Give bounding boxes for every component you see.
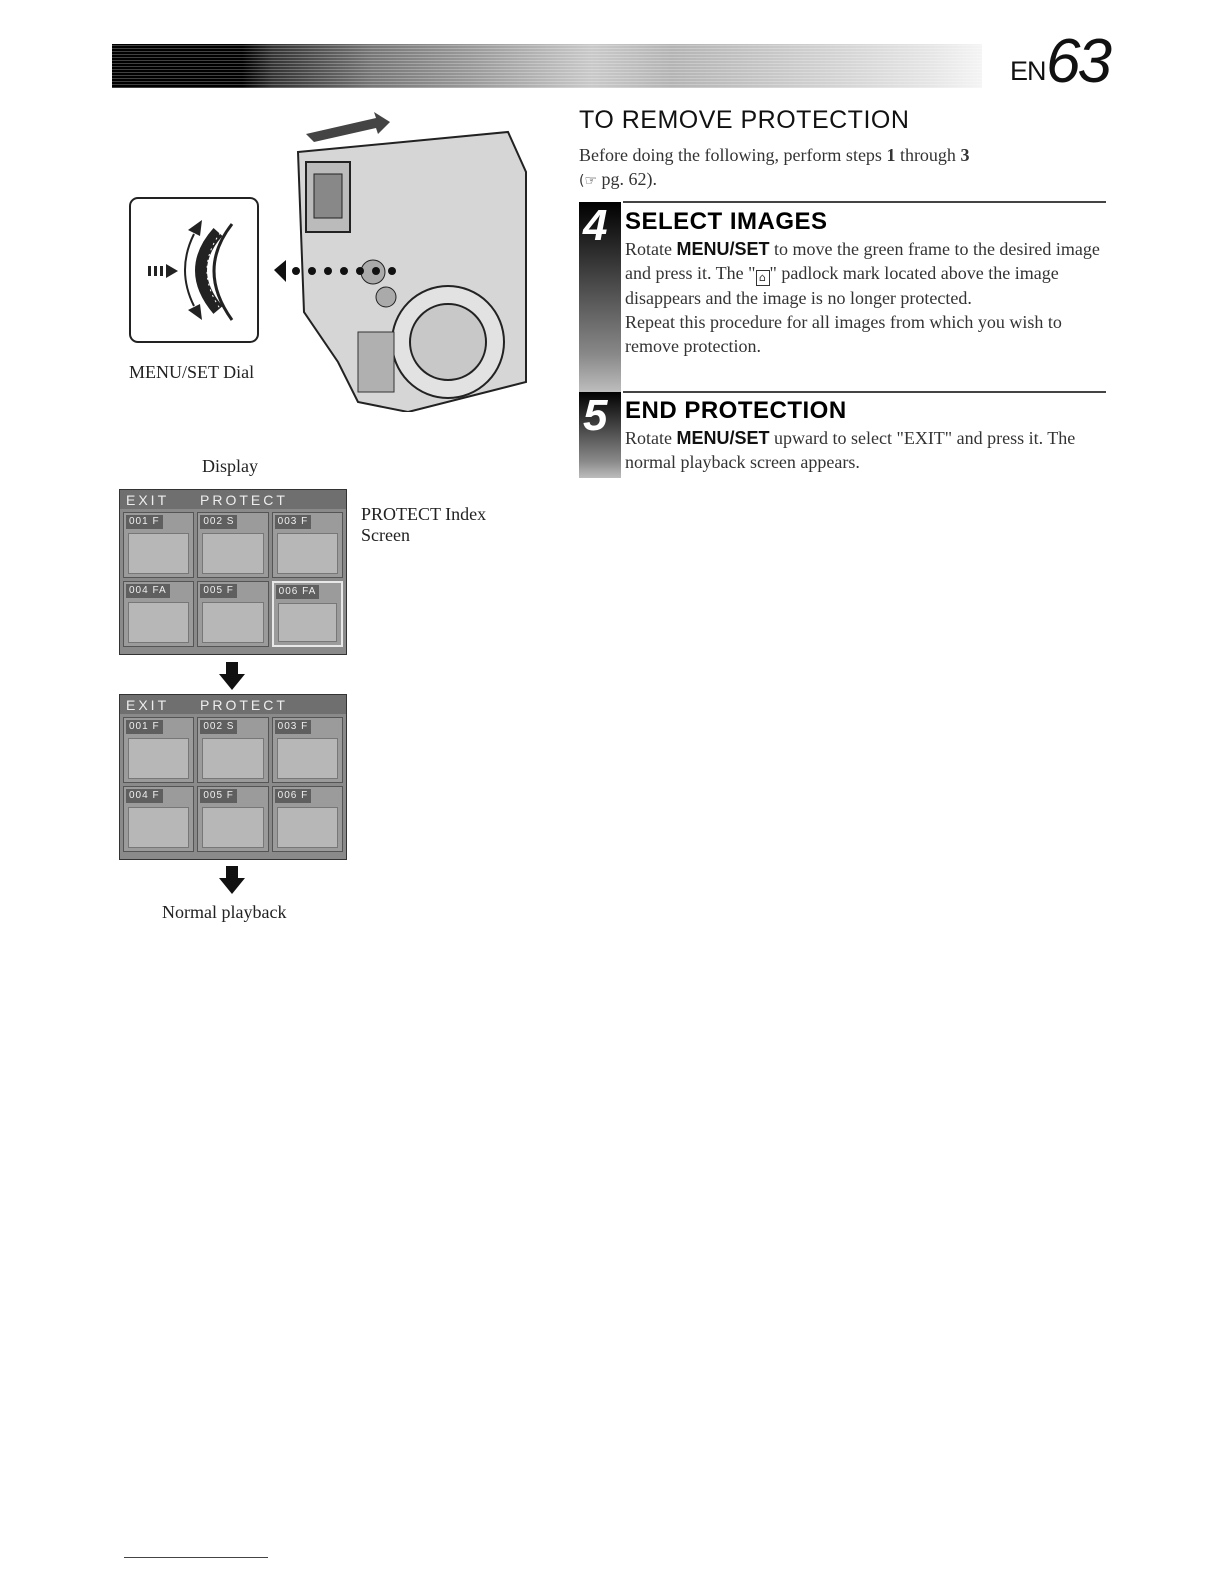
thumbnail-tag: 006 F <box>275 789 312 803</box>
thumbnail-tag: 004 FA <box>126 584 170 598</box>
thumbnail <box>272 512 343 578</box>
step-number: 5 <box>583 391 608 440</box>
screen-title-label: PROTECT <box>200 491 288 508</box>
down-arrow-icon <box>219 662 245 690</box>
thumbnail-image <box>202 807 263 848</box>
protect-index-caption <box>361 504 511 546</box>
page-number: 63 <box>1046 27 1109 96</box>
step-body <box>625 237 1105 358</box>
screen-menu-bar <box>120 695 346 714</box>
thumbnail-image <box>202 533 263 574</box>
thumbnail <box>123 717 194 783</box>
step-heading: SELECT IMAGES <box>625 208 828 235</box>
thumbnail-tag: 005 F <box>200 789 237 803</box>
thumbnail-tag: 001 F <box>126 515 163 529</box>
thumbnail-image <box>202 602 263 643</box>
step-text: Rotate <box>625 239 677 259</box>
thumbnail-image <box>128 533 189 574</box>
padlock-icon: ⌂ <box>756 270 770 286</box>
thumbnail-tag: 002 S <box>200 515 237 529</box>
thumbnail-image <box>278 603 337 642</box>
direction-arrow-icon <box>306 112 390 142</box>
thumbnail-image <box>128 738 189 779</box>
thumbnail <box>123 512 194 578</box>
step-number: 4 <box>583 201 608 250</box>
screen-title-label: PROTECT <box>200 696 288 713</box>
protect-index-screen-after <box>119 694 347 860</box>
thumbnail <box>272 717 343 783</box>
screen-exit-label: EXIT <box>126 491 170 508</box>
thumbnail-tag: 003 F <box>275 720 312 734</box>
divider <box>623 391 1106 393</box>
thumbnail-tag: 002 S <box>200 720 237 734</box>
thumbnail-tag: 006 FA <box>276 585 320 599</box>
thumbnail-tag: 004 F <box>126 789 163 803</box>
screen-exit-label: EXIT <box>126 696 170 713</box>
divider <box>623 201 1106 203</box>
thumbnail-tag: 005 F <box>200 584 237 598</box>
step-text: to move the green frame to the desired image and press it. The " <box>625 239 1100 283</box>
step-keyword: MENU/SET <box>676 239 770 259</box>
display-caption: Display <box>202 456 258 476</box>
thumbnail-image <box>202 738 263 779</box>
thumbnail-image <box>277 738 338 779</box>
thumbnail <box>197 786 268 852</box>
thumbnail <box>272 786 343 852</box>
dial-caption: MENU/SET Dial <box>129 362 255 382</box>
step-heading: END PROTECTION <box>625 397 847 424</box>
intro-part: pg. 62). <box>601 169 658 189</box>
normal-playback-caption: Normal playback <box>162 902 287 922</box>
intro-step-ref: 3 <box>960 145 970 165</box>
thumbnail-image <box>277 533 338 574</box>
step-text: Repeat this procedure for all images from which you wish to remove protection. <box>625 312 1062 356</box>
header-band <box>112 44 982 88</box>
step-keyword: MENU/SET <box>676 428 770 448</box>
thumbnail-image <box>128 602 189 643</box>
intro-part: Before doing the following, perform steps <box>579 145 887 165</box>
protect-caption-line2: Screen <box>361 525 410 545</box>
menu-set-dial-icon <box>130 198 258 342</box>
step-text: upward to select "EXIT" and press it. The normal playback screen appears. <box>625 428 1076 472</box>
step-badge <box>579 392 621 478</box>
intro-part: through <box>895 145 961 165</box>
down-arrow-icon <box>219 866 245 894</box>
intro-text <box>579 143 1099 193</box>
footer-rule <box>124 1557 268 1558</box>
thumbnail-tag: 003 F <box>275 515 312 529</box>
page-language: EN <box>1010 56 1046 86</box>
screen-menu-bar <box>120 490 346 509</box>
step-text: Rotate <box>625 428 677 448</box>
thumbnail-selected <box>272 581 343 647</box>
protect-caption-line1: PROTECT Index <box>361 504 487 524</box>
thumbnail <box>197 581 268 647</box>
step-text: " padlock mark located above the image disappears and the image is no longer protected. <box>625 263 1059 308</box>
thumbnail-image <box>128 807 189 848</box>
intro-step-ref: 1 <box>886 145 896 165</box>
thumbnail <box>197 512 268 578</box>
step-body <box>625 426 1105 474</box>
reference-icon: (☞ <box>579 173 598 189</box>
thumbnail <box>123 786 194 852</box>
thumbnail <box>123 581 194 647</box>
thumbnail <box>197 717 268 783</box>
protect-index-screen <box>119 489 347 655</box>
section-title: TO REMOVE PROTECTION <box>579 106 910 134</box>
thumbnail-tag: 001 F <box>126 720 163 734</box>
step-badge <box>579 202 621 392</box>
thumbnail-image <box>277 807 338 848</box>
